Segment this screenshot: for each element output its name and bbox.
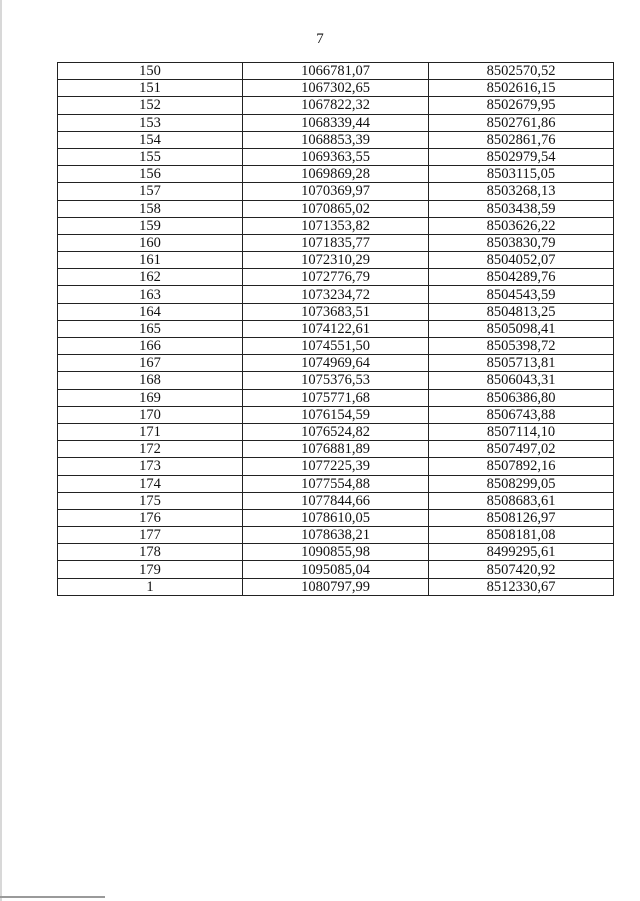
- table-row: [58, 234, 614, 251]
- x-coordinate-cell: 1071835,77: [243, 234, 429, 251]
- point-number-cell: 1: [58, 578, 243, 595]
- y-coordinate-cell: 8505398,72: [429, 338, 614, 355]
- table-row: [58, 458, 614, 475]
- x-coordinate-cell: 1069869,28: [243, 166, 429, 183]
- table-row: [58, 200, 614, 217]
- point-number-cell: 175: [58, 492, 243, 509]
- y-coordinate-cell: 8506043,31: [429, 372, 614, 389]
- x-coordinate-cell: 1076524,82: [243, 423, 429, 440]
- point-number-cell: 162: [58, 269, 243, 286]
- table-row: [58, 114, 614, 131]
- table-row: [58, 166, 614, 183]
- table-row: [58, 286, 614, 303]
- table-row: [58, 527, 614, 544]
- y-coordinate-cell: 8505713,81: [429, 355, 614, 372]
- table-row: [58, 475, 614, 492]
- table-row: [58, 63, 614, 80]
- x-coordinate-cell: 1067822,32: [243, 97, 429, 114]
- y-coordinate-cell: 8507892,16: [429, 458, 614, 475]
- x-coordinate-cell: 1078638,21: [243, 527, 429, 544]
- x-coordinate-cell: 1075771,68: [243, 389, 429, 406]
- point-number-cell: 173: [58, 458, 243, 475]
- table-row: [58, 441, 614, 458]
- table-row: [58, 131, 614, 148]
- y-coordinate-cell: 8504289,76: [429, 269, 614, 286]
- point-number-cell: 167: [58, 355, 243, 372]
- point-number-cell: 176: [58, 509, 243, 526]
- table-row: [58, 338, 614, 355]
- table-row: [58, 355, 614, 372]
- point-number-cell: 151: [58, 80, 243, 97]
- table-row: [58, 148, 614, 165]
- y-coordinate-cell: 8504813,25: [429, 303, 614, 320]
- x-coordinate-cell: 1080797,99: [243, 578, 429, 595]
- point-number-cell: 157: [58, 183, 243, 200]
- y-coordinate-cell: 8503830,79: [429, 234, 614, 251]
- point-number-cell: 170: [58, 406, 243, 423]
- x-coordinate-cell: 1071353,82: [243, 217, 429, 234]
- x-coordinate-cell: 1072776,79: [243, 269, 429, 286]
- x-coordinate-cell: 1090855,98: [243, 544, 429, 561]
- table-row: [58, 492, 614, 509]
- x-coordinate-cell: 1074969,64: [243, 355, 429, 372]
- scan-bottom-mark: [0, 896, 105, 898]
- table-row: [58, 252, 614, 269]
- y-coordinate-cell: 8512330,67: [429, 578, 614, 595]
- point-number-cell: 178: [58, 544, 243, 561]
- y-coordinate-cell: 8508126,97: [429, 509, 614, 526]
- table-row: [58, 97, 614, 114]
- y-coordinate-cell: 8507420,92: [429, 561, 614, 578]
- x-coordinate-cell: 1075376,53: [243, 372, 429, 389]
- x-coordinate-cell: 1070369,97: [243, 183, 429, 200]
- point-number-cell: 166: [58, 338, 243, 355]
- y-coordinate-cell: 8508683,61: [429, 492, 614, 509]
- x-coordinate-cell: 1068339,44: [243, 114, 429, 131]
- scan-edge-shadow: [0, 0, 2, 901]
- point-number-cell: 177: [58, 527, 243, 544]
- x-coordinate-cell: 1068853,39: [243, 131, 429, 148]
- table-row: [58, 372, 614, 389]
- x-coordinate-cell: 1078610,05: [243, 509, 429, 526]
- page-number: 7: [316, 31, 324, 47]
- y-coordinate-cell: 8503626,22: [429, 217, 614, 234]
- y-coordinate-cell: 8506386,80: [429, 389, 614, 406]
- y-coordinate-cell: 8508181,08: [429, 527, 614, 544]
- point-number-cell: 164: [58, 303, 243, 320]
- point-number-cell: 163: [58, 286, 243, 303]
- table-row: [58, 561, 614, 578]
- x-coordinate-cell: 1077844,66: [243, 492, 429, 509]
- table-row: [58, 509, 614, 526]
- y-coordinate-cell: 8504052,07: [429, 252, 614, 269]
- point-number-cell: 154: [58, 131, 243, 148]
- point-number-cell: 172: [58, 441, 243, 458]
- point-number-cell: 153: [58, 114, 243, 131]
- x-coordinate-cell: 1067302,65: [243, 80, 429, 97]
- table-row: [58, 183, 614, 200]
- y-coordinate-cell: 8503438,59: [429, 200, 614, 217]
- y-coordinate-cell: 8507114,10: [429, 423, 614, 440]
- point-number-cell: 156: [58, 166, 243, 183]
- table-row: [58, 578, 614, 595]
- table-row: [58, 217, 614, 234]
- y-coordinate-cell: 8504543,59: [429, 286, 614, 303]
- x-coordinate-cell: 1074551,50: [243, 338, 429, 355]
- table-row: [58, 423, 614, 440]
- y-coordinate-cell: 8502616,15: [429, 80, 614, 97]
- coordinates-table-body: [58, 63, 614, 596]
- x-coordinate-cell: 1077225,39: [243, 458, 429, 475]
- y-coordinate-cell: 8506743,88: [429, 406, 614, 423]
- x-coordinate-cell: 1073683,51: [243, 303, 429, 320]
- table-row: [58, 80, 614, 97]
- y-coordinate-cell: 8502861,76: [429, 131, 614, 148]
- y-coordinate-cell: 8507497,02: [429, 441, 614, 458]
- y-coordinate-cell: 8502761,86: [429, 114, 614, 131]
- y-coordinate-cell: 8502679,95: [429, 97, 614, 114]
- x-coordinate-cell: 1073234,72: [243, 286, 429, 303]
- x-coordinate-cell: 1070865,02: [243, 200, 429, 217]
- table-row: [58, 269, 614, 286]
- y-coordinate-cell: 8508299,05: [429, 475, 614, 492]
- point-number-cell: 165: [58, 320, 243, 337]
- y-coordinate-cell: 8502979,54: [429, 148, 614, 165]
- y-coordinate-cell: 8503268,13: [429, 183, 614, 200]
- y-coordinate-cell: 8502570,52: [429, 63, 614, 80]
- x-coordinate-cell: 1077554,88: [243, 475, 429, 492]
- coordinates-table: [57, 62, 614, 596]
- point-number-cell: 152: [58, 97, 243, 114]
- point-number-cell: 158: [58, 200, 243, 217]
- y-coordinate-cell: 8505098,41: [429, 320, 614, 337]
- table-row: [58, 303, 614, 320]
- table-row: [58, 389, 614, 406]
- point-number-cell: 150: [58, 63, 243, 80]
- x-coordinate-cell: 1066781,07: [243, 63, 429, 80]
- x-coordinate-cell: 1076881,89: [243, 441, 429, 458]
- table-row: [58, 406, 614, 423]
- point-number-cell: 161: [58, 252, 243, 269]
- point-number-cell: 155: [58, 148, 243, 165]
- y-coordinate-cell: 8499295,61: [429, 544, 614, 561]
- point-number-cell: 174: [58, 475, 243, 492]
- x-coordinate-cell: 1076154,59: [243, 406, 429, 423]
- point-number-cell: 160: [58, 234, 243, 251]
- point-number-cell: 168: [58, 372, 243, 389]
- point-number-cell: 179: [58, 561, 243, 578]
- x-coordinate-cell: 1072310,29: [243, 252, 429, 269]
- table-row: [58, 544, 614, 561]
- table-row: [58, 320, 614, 337]
- x-coordinate-cell: 1069363,55: [243, 148, 429, 165]
- point-number-cell: 171: [58, 423, 243, 440]
- y-coordinate-cell: 8503115,05: [429, 166, 614, 183]
- point-number-cell: 169: [58, 389, 243, 406]
- x-coordinate-cell: 1095085,04: [243, 561, 429, 578]
- point-number-cell: 159: [58, 217, 243, 234]
- x-coordinate-cell: 1074122,61: [243, 320, 429, 337]
